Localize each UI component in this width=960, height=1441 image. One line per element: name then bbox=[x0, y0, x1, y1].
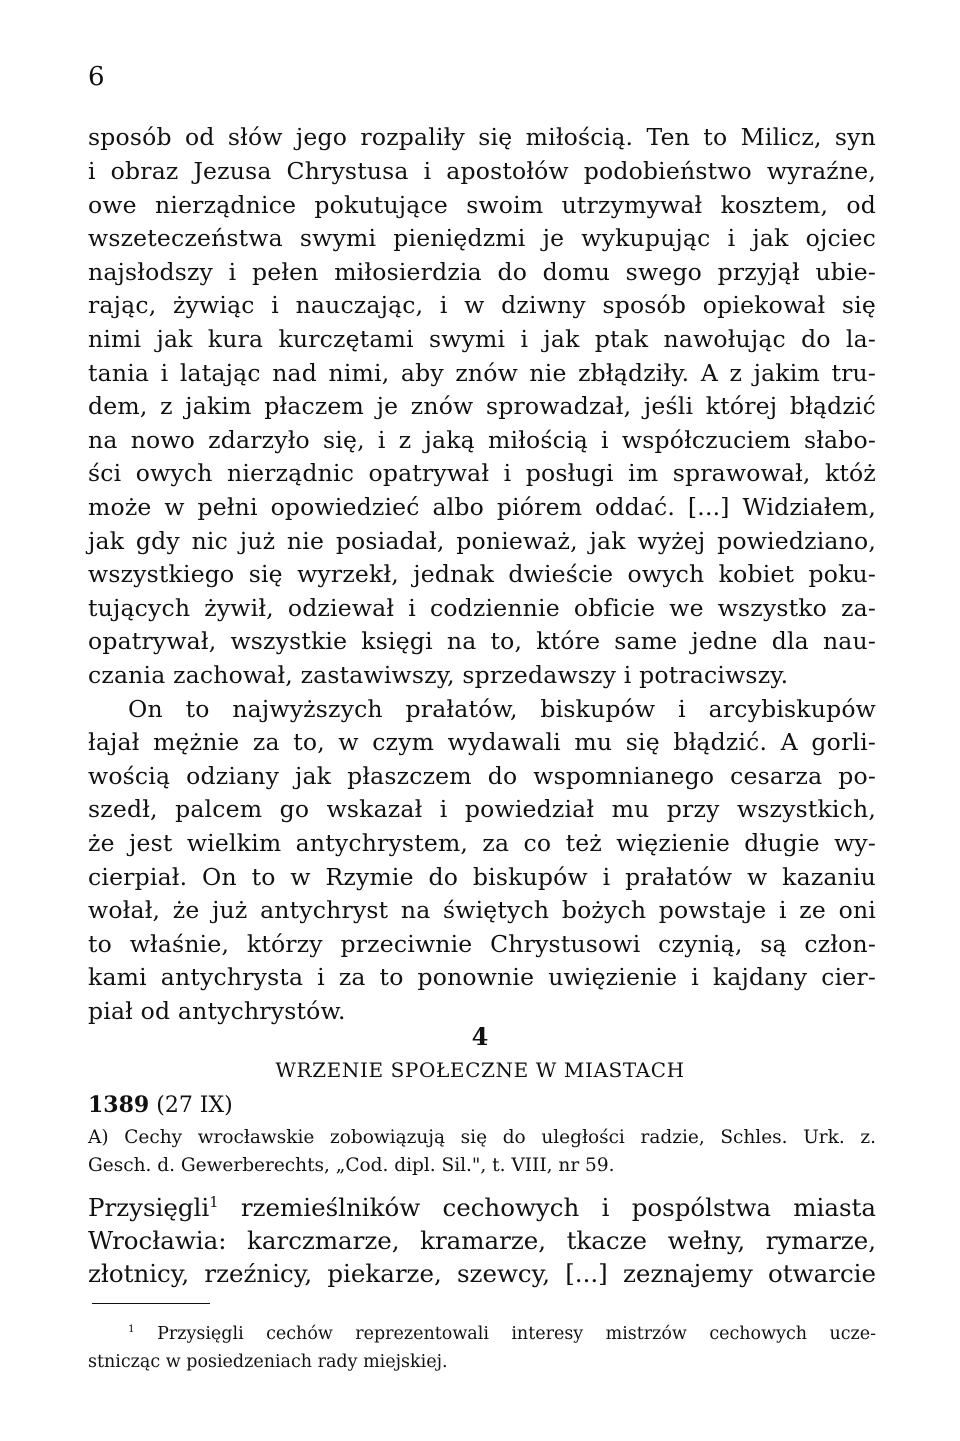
text-line: najsłodszy i pełen miłosierdzia do domu swego przyjął ubie- bbox=[88, 258, 876, 286]
source-citation-line: Gesch. d. Gewerberechts, „Cod. dipl. Sil.", t. VIII, nr 59. bbox=[88, 1155, 615, 1176]
section-number: 4 bbox=[471, 1022, 489, 1051]
text-line: tania i latając nad nimi, aby znów nie zbłądziły. A z jakim tru- bbox=[88, 359, 876, 387]
text-line: tujących żywił, odziewał i codziennie obficie we wszystko za- bbox=[88, 594, 876, 622]
text-line: kami antychrysta i za to ponownie uwięzienie i kajdany cier- bbox=[88, 963, 876, 991]
document-text-line: Wrocławia: karczmarze, kramarze, tkacze wełny, rymarze, bbox=[88, 1226, 876, 1255]
footnote-reference: 1 bbox=[209, 1193, 219, 1211]
text-line: sposób od słów jego rozpaliły się miłością. Ten to Milicz, syn bbox=[88, 123, 876, 151]
text-line: nimi jak kura kurczętami swymi i jak ptak nawołując do la- bbox=[88, 325, 876, 353]
text-line: i obraz Jezusa Chrystusa i apostołów podobieństwo wyraźne, bbox=[88, 157, 876, 185]
text-line: owe nierządnice pokutujące swoim utrzymywał kosztem, od bbox=[88, 191, 876, 219]
text-span: rzemieślników cechowych i pospólstwa miasta bbox=[218, 1193, 876, 1222]
text-line: piał od antychrystów. bbox=[88, 997, 346, 1025]
text-line: On to najwyższych prałatów, biskupów i arcybiskupów bbox=[128, 695, 876, 723]
footnote-line: stnicząc w posiedzeniach rady miejskiej. bbox=[88, 1352, 448, 1372]
footnote-divider bbox=[92, 1303, 210, 1304]
text-line: może w pełni opowiedzieć albo piórem oddać. [...] Widziałem, bbox=[88, 493, 876, 521]
text-line: dem, z jakim płaczem je znów sprowadzał, jeśli której błądzić bbox=[88, 392, 876, 420]
text-line: wością odziany jak płaszczem do wspomnianego cesarza po- bbox=[88, 762, 876, 790]
text-line: rając, żywiąc i nauczając, i w dziwny sposób opiekował się bbox=[88, 291, 876, 319]
text-line: ści owych nierządnic opatrywał i posługi im sprawował, któż bbox=[88, 459, 876, 487]
date-year: 1389 bbox=[88, 1092, 150, 1118]
text-line: wszeteczeństwa swymi pieniędzmi je wykupując i jak ojciec bbox=[88, 224, 876, 252]
text-line: wołał, że już antychryst na świętych bożych powstaje i ze oni bbox=[88, 896, 876, 924]
text-line: łajał mężnie za to, w czym wydawali mu się błądzić. A gorli- bbox=[88, 728, 876, 756]
text-span: Przysięgli bbox=[88, 1193, 210, 1222]
document-text-line: złotnicy, rzeźnicy, piekarze, szewcy, [...] zeznajemy otwarcie bbox=[88, 1259, 876, 1288]
document-date bbox=[88, 1090, 233, 1121]
text-line: na nowo zdarzyło się, i z jaką miłością i współczuciem słabo- bbox=[88, 426, 876, 454]
footnote-text: Przysięgli cechów reprezentowali interesy mistrzów cechowych ucze- bbox=[134, 1324, 876, 1344]
date-day-month: (27 IX) bbox=[156, 1093, 233, 1118]
text-line: opatrywał, wszystkie księgi na to, które same jedne dla nau- bbox=[88, 627, 876, 655]
text-line: to właśnie, którzy przeciwnie Chrystusowi czynią, są człon- bbox=[88, 930, 876, 958]
text-line: wszystkiego się wyrzekł, jednak dwieście owych kobiet poku- bbox=[88, 560, 876, 588]
text-line: szedł, palcem go wskazał i powiedział mu przy wszystkich, bbox=[88, 795, 876, 823]
footnote-marker: 1 bbox=[128, 1323, 135, 1336]
footnote-line bbox=[128, 1320, 876, 1348]
text-line: że jest wielkim antychrystem, za co też więzienie długie wy- bbox=[88, 829, 876, 857]
document-text-line bbox=[88, 1190, 876, 1226]
source-citation-line: A) Cechy wrocławskie zobowiązują się do uległości radzie, Schles. Urk. z. bbox=[88, 1127, 876, 1148]
text-line: czania zachował, zastawiwszy, sprzedawszy i potraciwszy. bbox=[88, 661, 789, 689]
text-line: cierpiał. On to w Rzymie do biskupów i prałatów w kazaniu bbox=[88, 863, 876, 891]
page-number: 6 bbox=[88, 62, 105, 92]
text-line: jak gdy nic już nie posiadał, ponieważ, jak wyżej powiedziano, bbox=[88, 527, 876, 555]
section-title: WRZENIE SPOŁECZNE W MIASTACH bbox=[275, 1058, 685, 1082]
